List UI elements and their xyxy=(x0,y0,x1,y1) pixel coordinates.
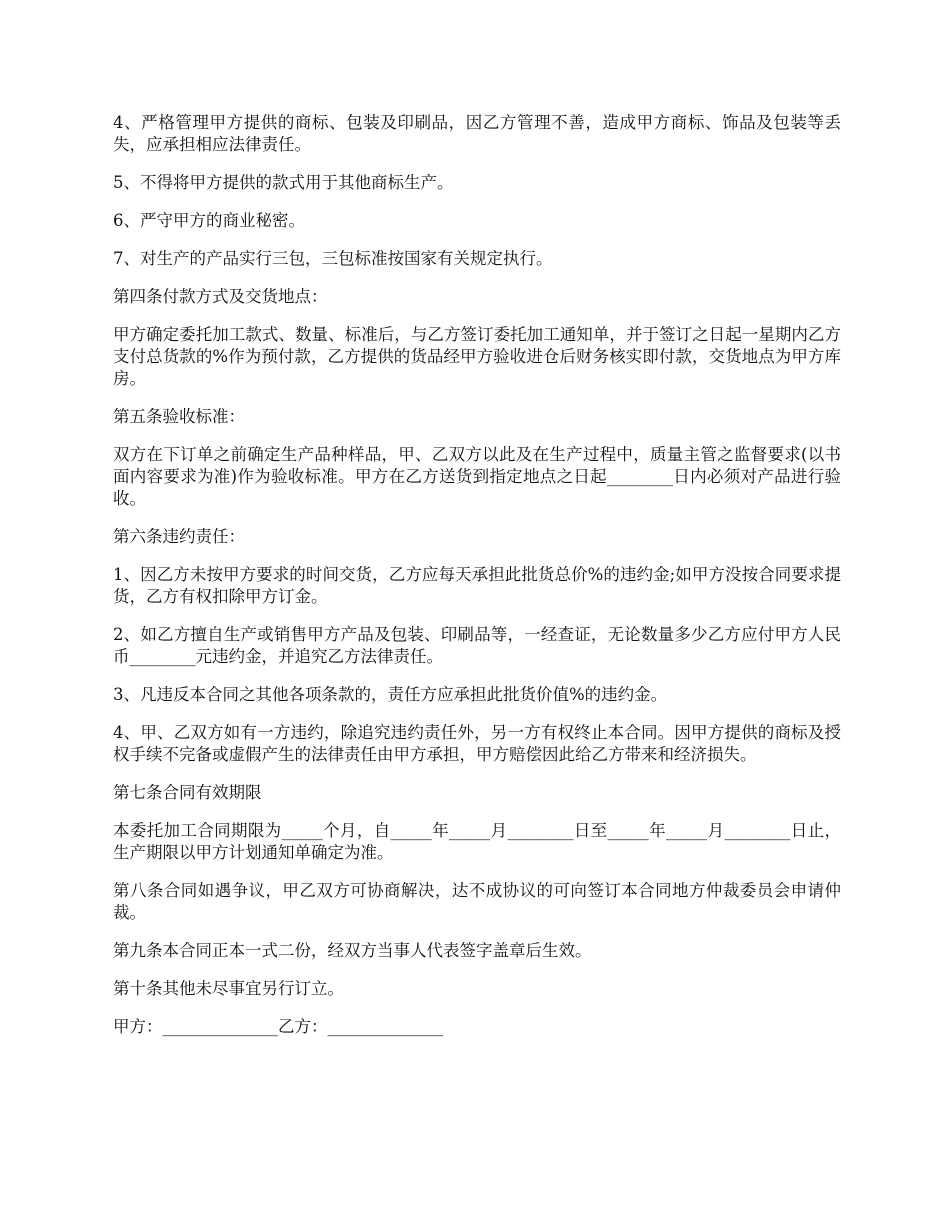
article-6-clause-4: 4、甲、乙双方如有一方违约，除追究违约责任外，另一方有权终止本合同。因甲方提供的商标及授权手续不完备或虚假产生的法律责任由甲方承担，甲方赔偿因此给乙方带来和经济损失。 xyxy=(113,723,841,764)
article-9: 第九条本合同正本一式二份，经双方当事人代表签字盖章后生效。 xyxy=(113,941,592,960)
article-6-clause-1: 1、因乙方未按甲方要求的时间交货，乙方应每天承担此批货总价%的违约金;如甲方没按合同要求提货，乙方有权扣除甲方订金。 xyxy=(113,565,841,606)
clause-b4: 4、严格管理甲方提供的商标、包装及印刷品，因乙方管理不善，造成甲方商标、饰品及包装等丢失，应承担相应法律责任。 xyxy=(113,113,841,154)
article-5-heading: 第五条验收标准： xyxy=(113,407,245,426)
clause-b7: 7、对生产的产品实行三包，三包标准按国家有关规定执行。 xyxy=(113,249,553,268)
article-6-clause-2: 2、如乙方擅自生产或销售甲方产品及包装、印刷品等，一经查证，无论数量多少乙方应付甲方人民币________元违约金，并追究乙方法律责任。 xyxy=(113,625,841,666)
article-7-text: 本委托加工合同期限为_____个月，自_____年_____月________日至_____年_____月________日止，生产期限以甲方计划通知单确定为准。 xyxy=(113,821,841,862)
article-10: 第十条其他未尽事宜另行订立。 xyxy=(113,979,344,998)
article-4-heading: 第四条付款方式及交货地点： xyxy=(113,287,328,306)
document-body xyxy=(113,112,841,1054)
article-4-text: 甲方确定委托加工款式、数量、标准后，与乙方签订委托加工通知单，并于签订之日起一星期内乙方支付总货款的%作为预付款，乙方提供的货品经甲方验收进仓后财务核实即付款，交货地点为甲方库房。 xyxy=(113,325,841,388)
article-6-heading: 第六条违约责任： xyxy=(113,527,245,546)
article-8: 第八条合同如遇争议，甲乙双方可协商解决，达不成协议的可向签订本合同地方仲裁委员会申请仲裁。 xyxy=(113,881,841,922)
clause-b5: 5、不得将甲方提供的款式用于其他商标生产。 xyxy=(113,173,454,192)
signature-line: 甲方：______________乙方：______________ xyxy=(113,1017,443,1036)
clause-b6: 6、严守甲方的商业秘密。 xyxy=(113,211,305,230)
article-6-clause-3: 3、凡违反本合同之其他各项条款的，责任方应承担此批货价值%的违约金。 xyxy=(113,685,668,704)
article-5-text: 双方在下订单之前确定生产品种样品，甲、乙双方以此及在生产过程中，质量主管之监督要求(以书面内容要求为准)作为验收标准。甲方在乙方送货到指定地点之日起________日内必须对产品进行验收。 xyxy=(113,445,841,508)
article-7-heading: 第七条合同有效期限 xyxy=(113,783,262,802)
